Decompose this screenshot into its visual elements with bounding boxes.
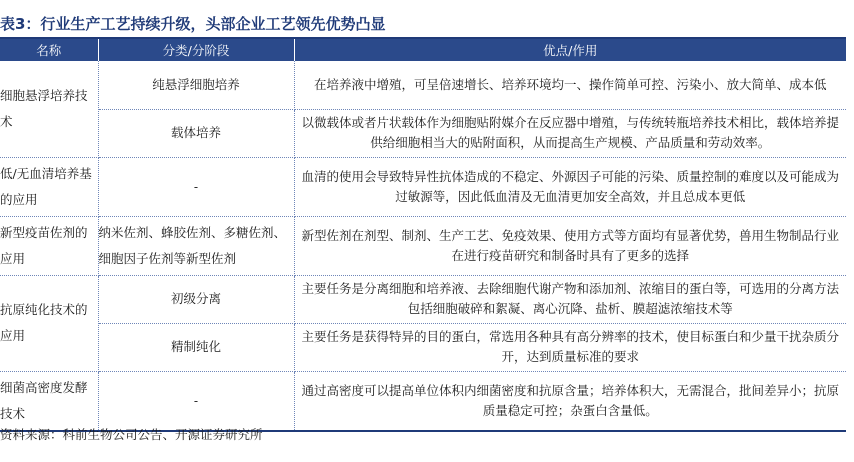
table-header-row xyxy=(0,39,846,61)
row-description-cell: 在培养液中增殖，可呈倍速增长、培养环境均一、操作简单可控、污染小、放大简单、成本低 xyxy=(294,61,846,109)
header-category: 分类/分阶段 xyxy=(98,39,294,61)
row-category-cell: - xyxy=(98,157,294,216)
source-note: 资料来源：科前生物公司公告、开源证券研究所 xyxy=(0,427,263,442)
row-description-cell: 血清的使用会导致特异性抗体造成的不稳定、外源因子可能的污染、质量控制的难度以及可能成为过敏源等，因此低血清及无血清更加安全高效，并且总成本更低 xyxy=(294,157,846,216)
process-table xyxy=(0,39,846,432)
table-row xyxy=(0,216,846,275)
row-category-cell: 纳米佐剂、蜂胶佐剂、多糖佐剂、细胞因子佐剂等新型佐剂 xyxy=(98,216,294,275)
row-category-cell: 初级分离 xyxy=(98,275,294,323)
row-description-cell: 主要任务是获得特异的目的蛋白，常选用各种具有高分辨率的技术，使目标蛋白和少量干扰杂质分开，达到质量标准的要求 xyxy=(294,323,846,371)
table-row xyxy=(0,157,846,216)
row-category-cell: 纯悬浮细胞培养 xyxy=(98,61,294,109)
row-name-cell: 抗原纯化技术的应用 xyxy=(0,275,98,371)
header-description: 优点/作用 xyxy=(294,39,846,61)
table-row xyxy=(0,323,846,371)
row-name-cell: 细胞悬浮培养技术 xyxy=(0,61,98,157)
row-description-cell: 通过高密度可以提高单位体积内细菌密度和抗原含量；培养体积大，无需混合，批间差异小；抗原质量稳定可控；杂蛋白含量低。 xyxy=(294,371,846,431)
row-category-cell: 精制纯化 xyxy=(98,323,294,371)
table-title: 表3：行业生产工艺持续升级，头部企业工艺领先优势凸显 xyxy=(0,15,386,33)
row-name-cell: 低/无血清培养基的应用 xyxy=(0,157,98,216)
row-description-cell: 新型佐剂在剂型、制剂、生产工艺、免疫效果、使用方式等方面均有显著优势，兽用生物制品行业在进行疫苗研究和制备时具有了更多的选择 xyxy=(294,216,846,275)
row-name-cell: 细菌高密度发酵技术 xyxy=(0,371,98,431)
row-description-cell: 以微载体或者片状载体作为细胞贴附媒介在反应器中增殖，与传统转瓶培养技术相比，载体培养提供给细胞相当大的贴附面积，从而提高生产规模、产品质量和劳动效率。 xyxy=(294,109,846,157)
row-name-cell: 新型疫苗佐剂的应用 xyxy=(0,216,98,275)
row-category-cell: 载体培养 xyxy=(98,109,294,157)
row-category-cell: - xyxy=(98,371,294,431)
table-row xyxy=(0,109,846,157)
table-row xyxy=(0,61,846,109)
header-name: 名称 xyxy=(0,39,98,61)
row-description-cell: 主要任务是分离细胞和培养液、去除细胞代谢产物和添加剂、浓缩目的蛋白等，可选用的分离方法包括细胞破碎和絮凝、离心沉降、盐析、膜超滤浓缩技术等 xyxy=(294,275,846,323)
table-row xyxy=(0,371,846,431)
table-row xyxy=(0,275,846,323)
